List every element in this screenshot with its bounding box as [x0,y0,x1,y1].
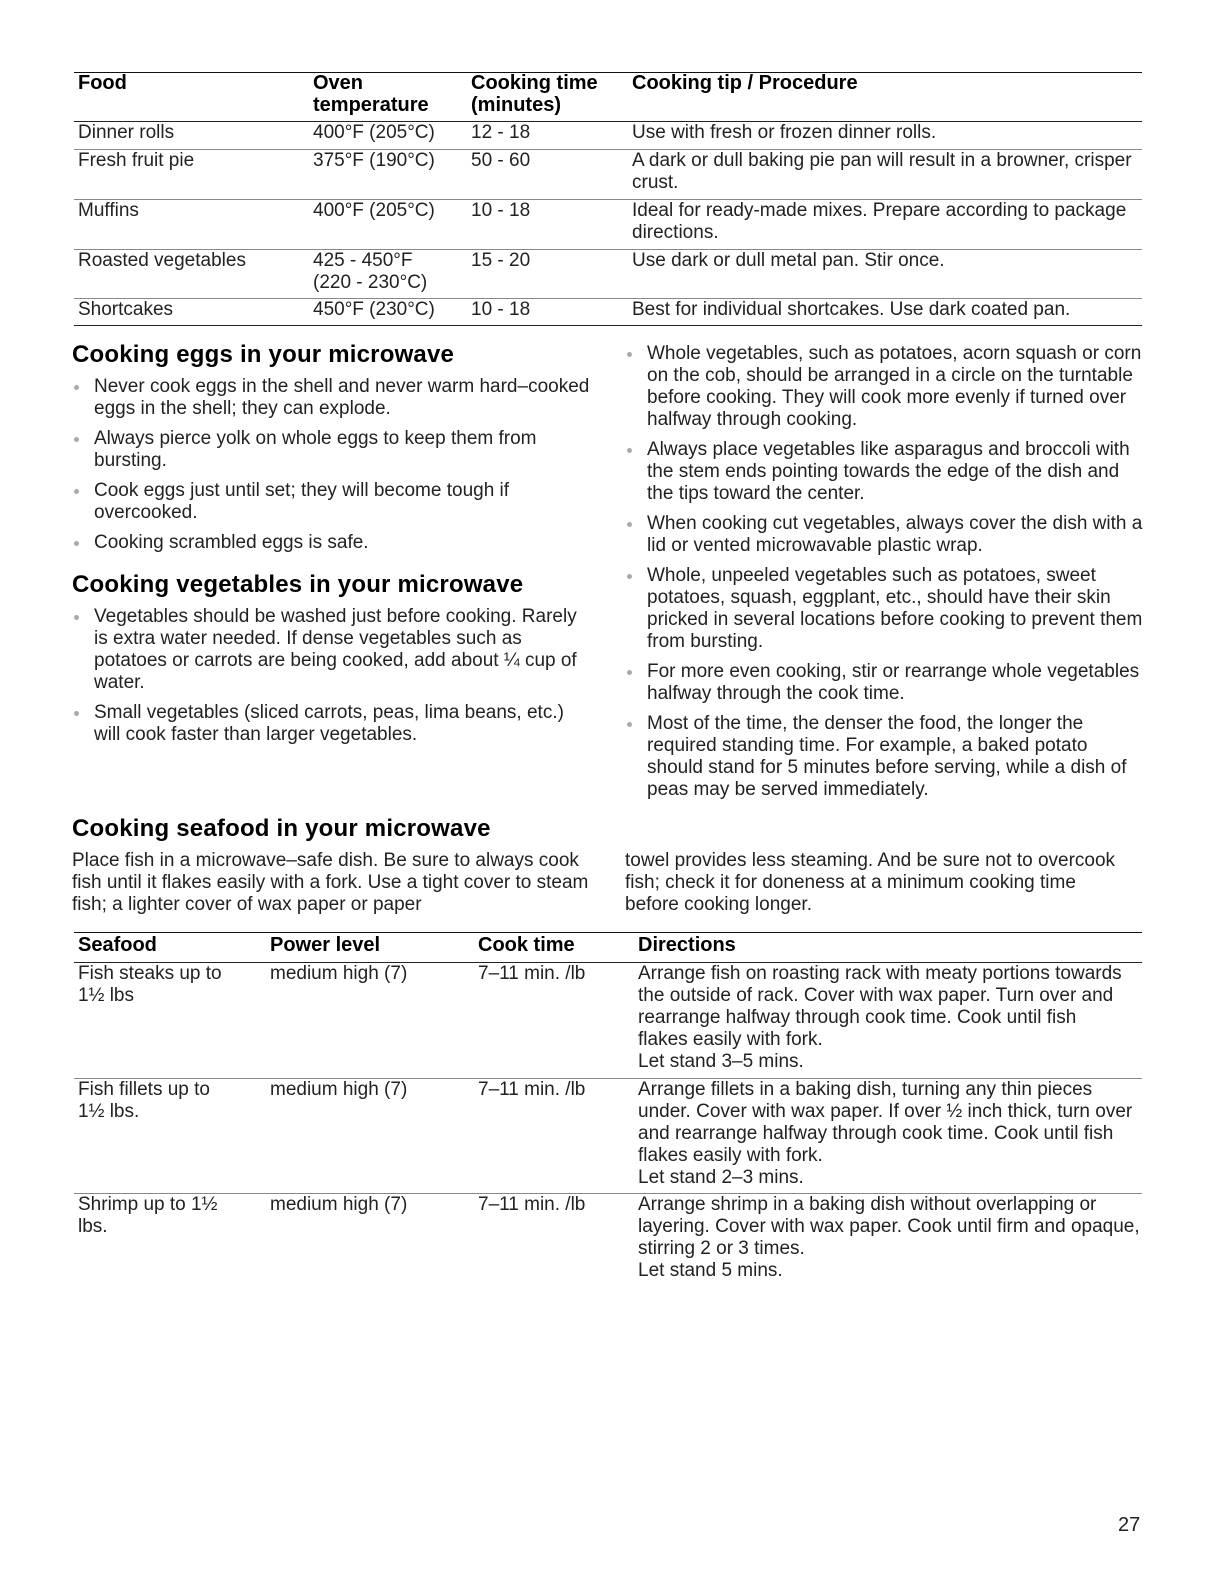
power-cell: medium high (7) [270,1194,408,1215]
food-cell: Roasted vegetables [78,250,246,271]
header-cooking-tip: Cooking tip / Procedure [632,72,858,94]
time-cell: 12 - 18 [471,122,531,143]
list-item: Small vegetables (sliced carrots, peas, lima beans, etc.) will cook faster than larger vegetables. [72,702,592,746]
tip-cell: Best for individual shortcakes. Use dark coated pan. [632,299,1071,320]
header-food: Food [78,72,127,94]
power-cell: medium high (7) [270,963,408,984]
eggs-heading: Cooking eggs in your microwave [72,341,455,368]
vegetables-list-right [625,343,1143,809]
list-item: For more even cooking, stir or rearrange whole vegetables halfway through the cook time. [625,661,1143,705]
seafood-cell: Fish fillets up to 1½ lbs. [78,1079,210,1122]
page-number: 27 [1118,1514,1141,1536]
seafood-heading: Cooking seafood in your microwave [72,815,491,842]
temp-cell: 375°F (190°C) [313,150,435,171]
seafood-cell: Fish steaks up to 1½ lbs [78,963,222,1006]
header-oven-temperature: Oven temperature [313,72,429,116]
vegetables-heading: Cooking vegetables in your microwave [72,571,524,598]
list-item: Always place vegetables like asparagus and broccoli with the stem ends pointing towards the edge of the dish and the tips toward the center. [625,439,1143,505]
time-cell: 50 - 60 [471,150,531,171]
directions-cell: Arrange fillets in a baking dish, turning any thin pieces under. Cover with wax paper. If over ½ inch thick, turn over and rearrange halfway through cook time. Cook until fish flakes easily with fork. Let stand 2–3 mins. [638,1079,1133,1188]
seafood-paragraph-right: towel provides less steaming. And be sure not to overcook fish; check it for doneness at a minimum cooking time before cooking longer. [625,850,1116,915]
header-cook-time: Cook time [478,934,575,956]
header-seafood: Seafood [78,934,157,956]
power-cell: medium high (7) [270,1079,408,1100]
food-cell: Shortcakes [78,299,174,320]
list-item: When cooking cut vegetables, always cover the dish with a lid or vented microwavable plastic wrap. [625,513,1143,557]
tip-cell: A dark or dull baking pie pan will result in a browner, crisper crust. [632,150,1132,193]
time-cell: 7–11 min. /lb [478,963,586,984]
list-item: Most of the time, the denser the food, the longer the required standing time. For example, a baked potato should stand for 5 minutes before serving, while a dish of peas may be served immediately. [625,713,1143,801]
list-item: Cooking scrambled eggs is safe. [72,532,592,554]
tip-cell: Use dark or dull metal pan. Stir once. [632,250,945,271]
food-cell: Muffins [78,200,139,221]
directions-cell: Arrange fish on roasting rack with meaty portions towards the outside of rack. Cover with wax paper. Turn over and rearrange halfway through cook time. Cook until fish flakes easily with fork. Let stand 3–5 mins. [638,963,1122,1072]
food-cell: Dinner rolls [78,122,175,143]
temp-cell: 400°F (205°C) [313,200,435,221]
tip-cell: Use with fresh or frozen dinner rolls. [632,122,937,143]
list-item: Never cook eggs in the shell and never warm hard–cooked eggs in the shell; they can explode. [72,376,592,420]
list-item: Vegetables should be washed just before cooking. Rarely is extra water needed. If dense vegetables such as potatoes or carrots are being cooked, add about ¼ cup of water. [72,606,592,694]
tip-cell: Ideal for ready-made mixes. Prepare according to package directions. [632,200,1127,243]
list-item: Whole, unpeeled vegetables such as potatoes, sweet potatoes, squash, eggplant, etc., should have their skin pricked in several locations before cooking to prevent them from bursting. [625,565,1143,653]
list-item: Always pierce yolk on whole eggs to keep them from bursting. [72,428,592,472]
temp-cell: 400°F (205°C) [313,122,435,143]
time-cell: 7–11 min. /lb [478,1079,586,1100]
seafood-cell: Shrimp up to 1½ lbs. [78,1194,218,1237]
header-cooking-time: Cooking time (minutes) [471,72,598,116]
time-cell: 15 - 20 [471,250,531,271]
seafood-paragraph-left: Place fish in a microwave–safe dish. Be sure to always cook fish until it flakes easily with a fork. Use a tight cover to steam fish; a lighter cover of wax paper or paper [72,850,589,915]
time-cell: 7–11 min. /lb [478,1194,586,1215]
header-directions: Directions [638,934,736,956]
eggs-list [72,376,592,562]
header-power-level: Power level [270,934,381,956]
temp-cell: 425 - 450°F (220 - 230°C) [313,250,428,293]
time-cell: 10 - 18 [471,200,531,221]
food-cell: Fresh fruit pie [78,150,195,171]
directions-cell: Arrange shrimp in a baking dish without overlapping or layering. Cover with wax paper. Cook until firm and opaque, stirring 2 or 3 times. Let stand 5 mins. [638,1194,1140,1281]
list-item: Cook eggs just until set; they will become tough if overcooked. [72,480,592,524]
temp-cell: 450°F (230°C) [313,299,435,320]
time-cell: 10 - 18 [471,299,531,320]
vegetables-list-left [72,606,592,754]
list-item: Whole vegetables, such as potatoes, acorn squash or corn on the cob, should be arranged in a circle on the turntable before cooking. They will cook more evenly if turned over halfway through cooking. [625,343,1143,431]
